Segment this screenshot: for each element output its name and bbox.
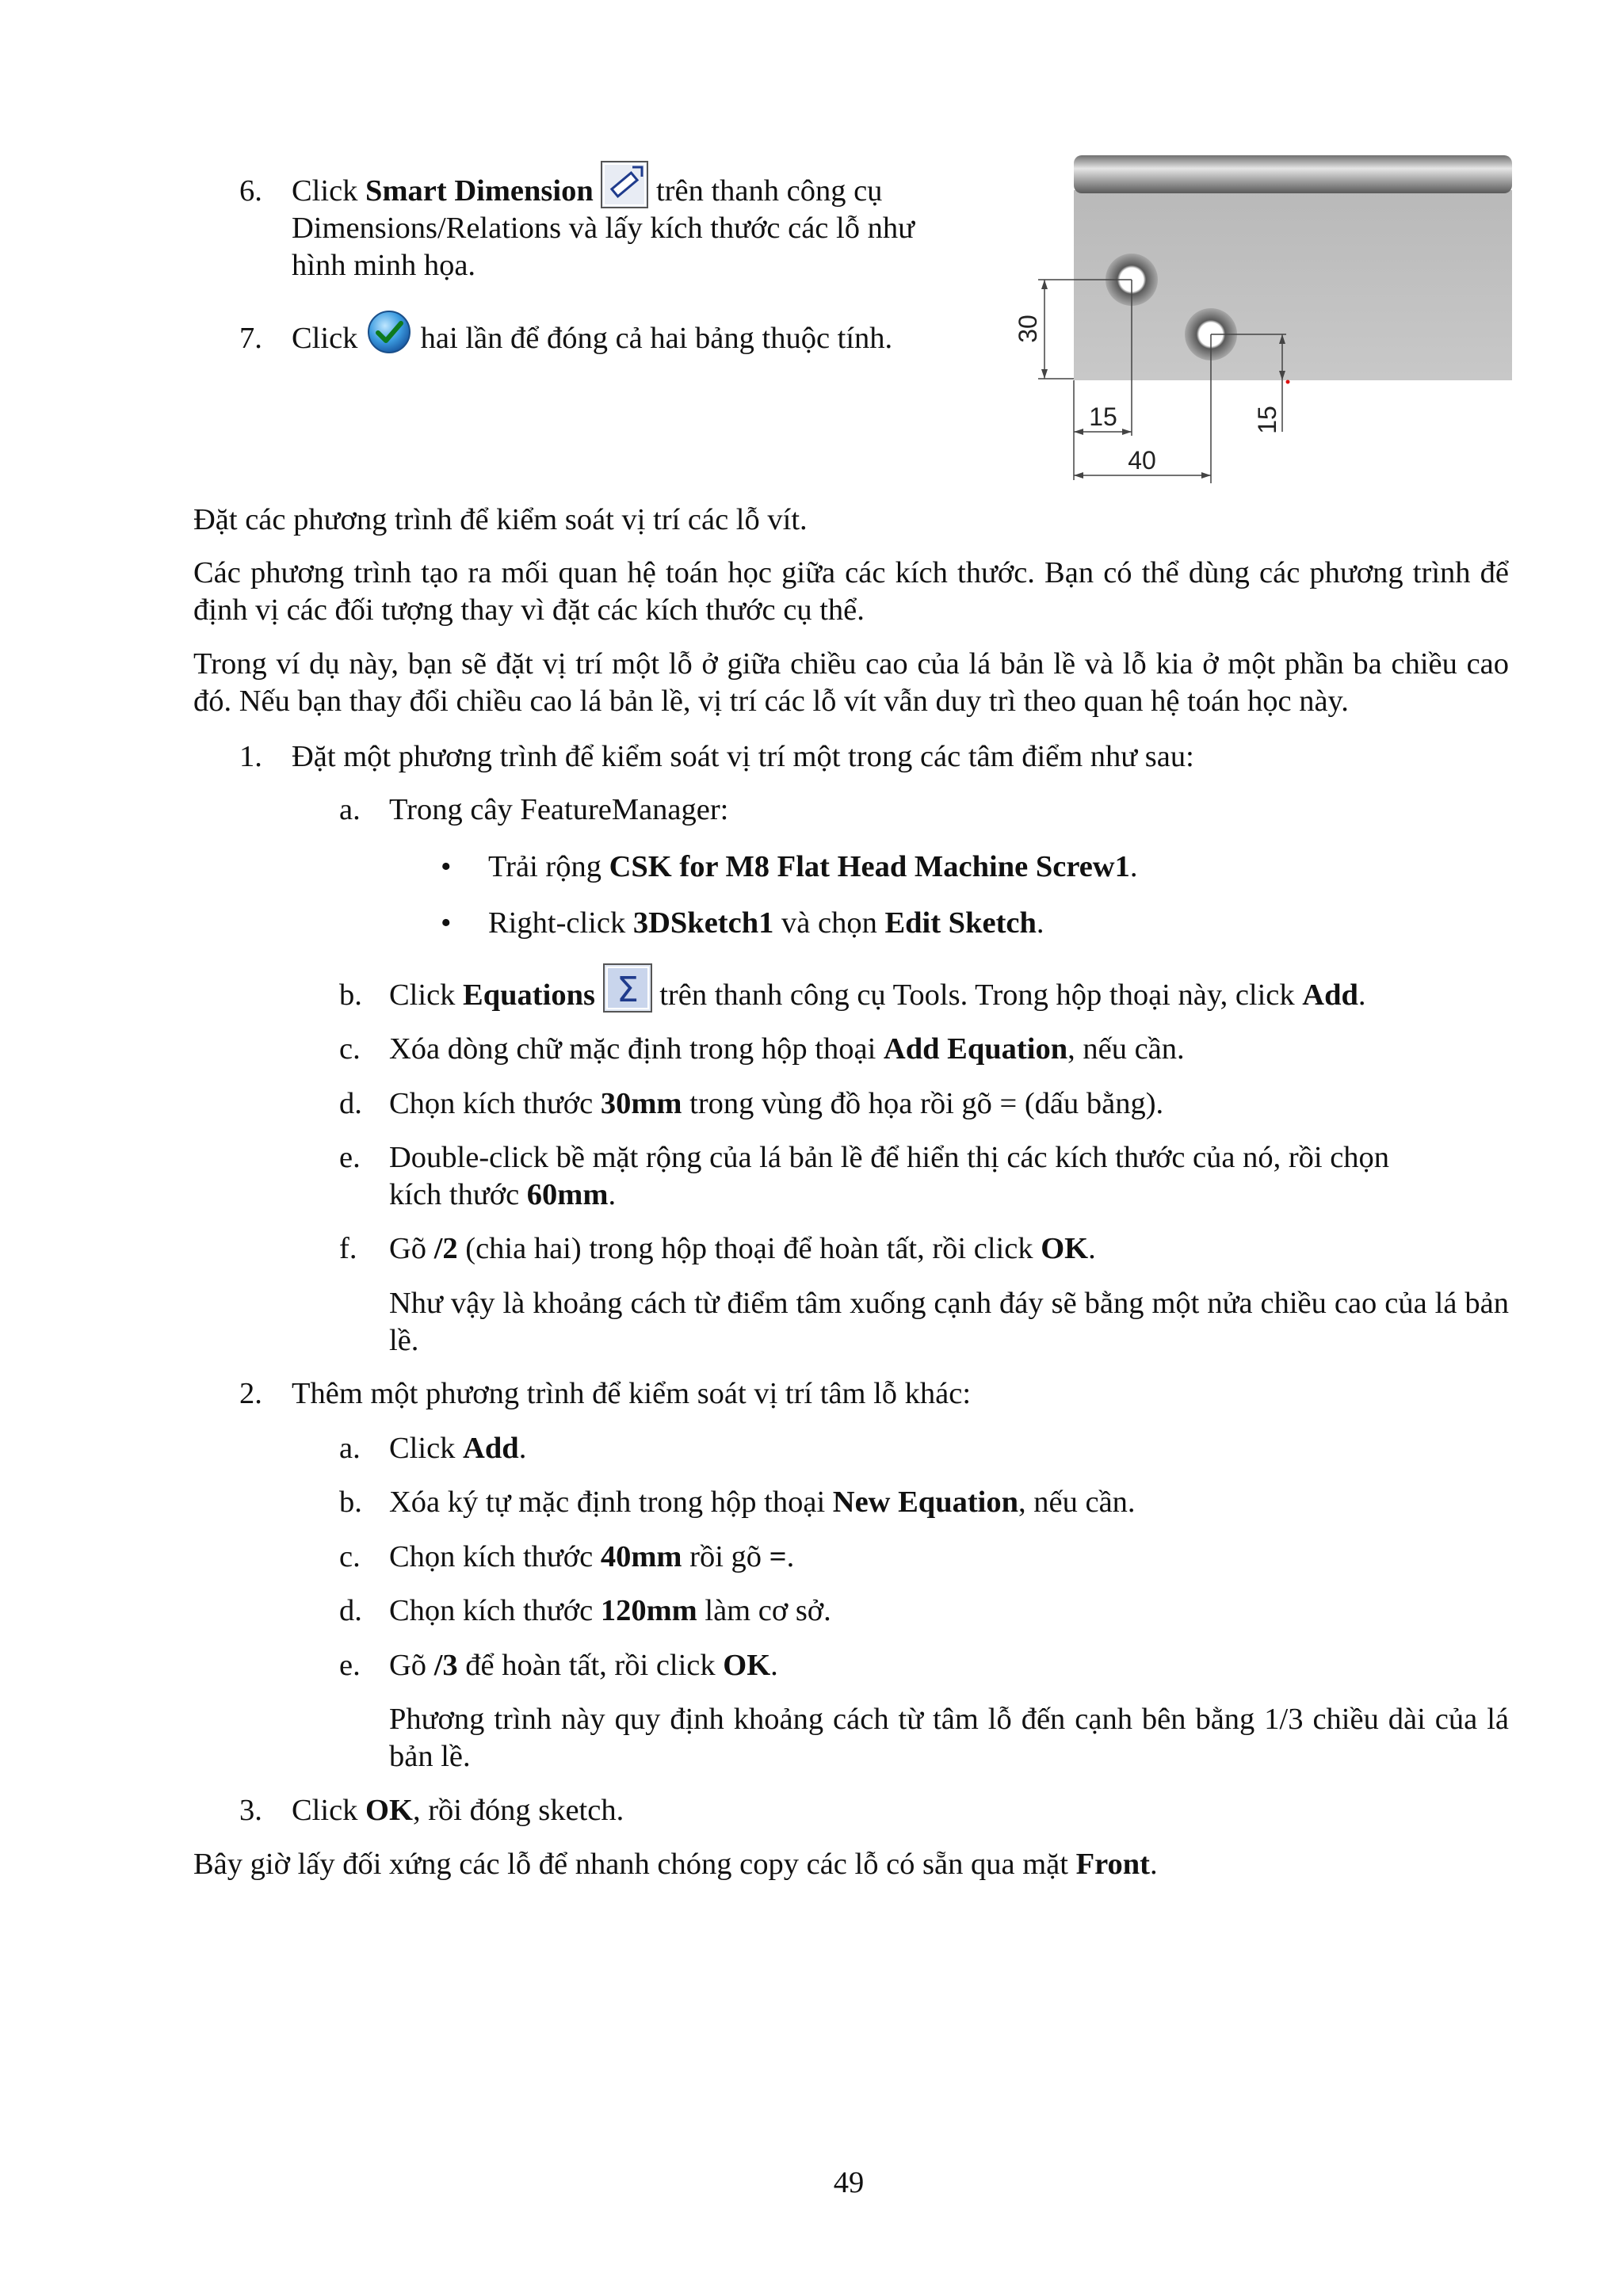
step-1e: Double-click bề mặt rộng của lá bản lề để hiển thị các kích thước của nó, rồi chọn kích thước 60mm.	[389, 1141, 1390, 1211]
hinge-dimension-figure	[1013, 151, 1512, 483]
paragraph: Đặt các phương trình để kiểm soát vị trí các lỗ vít.	[193, 503, 808, 536]
step-2d: Chọn kích thước 120mm làm cơ sở.	[389, 1594, 831, 1627]
dimension-40: 40	[1128, 446, 1156, 475]
step-number: 2.	[239, 1377, 262, 1410]
substep-letter: f.	[339, 1232, 357, 1265]
dimension-15-right: 15	[1253, 406, 1281, 434]
dimension-30: 30	[1014, 315, 1042, 343]
substep-letter: c.	[339, 1540, 361, 1573]
substep-letter: b.	[339, 978, 362, 1012]
step-number: 3.	[239, 1794, 262, 1827]
step-7: Click hai lần để đóng cả hai bảng thuộc tính.	[292, 320, 981, 357]
step-2c: Chọn kích thước 40mm rồi gõ =.	[389, 1540, 795, 1573]
ok-checkmark-icon[interactable]	[365, 308, 413, 356]
dimension-15-left: 15	[1089, 402, 1117, 431]
note: Như vậy là khoảng cách từ điểm tâm xuống cạnh đáy sẽ bằng một nửa chiều cao của lá bản lề.	[389, 1287, 1509, 1357]
smart-dimension-icon[interactable]	[601, 161, 648, 208]
step-2b: Xóa ký tự mặc định trong hộp thoại New Equation, nếu cần.	[389, 1486, 1136, 1519]
substep-letter: c.	[339, 1032, 361, 1066]
step-1a: Trong cây FeatureManager:	[389, 793, 729, 826]
hinge-knuckle	[1074, 155, 1512, 193]
step-1b: Click Equations Σ trên thanh công cụ Tools. Trong hộp thoại này, click Add.	[389, 977, 1514, 1014]
step-1f: Gõ /2 (chia hai) trong hộp thoại để hoàn tất, rồi click OK.	[389, 1232, 1096, 1265]
step-number: 7.	[239, 322, 262, 355]
step-3: Click OK, rồi đóng sketch.	[292, 1794, 624, 1827]
substep-letter: b.	[339, 1486, 362, 1519]
bullet-item: Trải rộng CSK for M8 Flat Head Machine Screw1.	[488, 850, 1138, 883]
step-1d: Chọn kích thước 30mm trong vùng đồ họa rồi gõ = (dấu bằng).	[389, 1087, 1164, 1120]
substep-letter: d.	[339, 1594, 362, 1627]
svg-text:Σ: Σ	[616, 970, 639, 1011]
bullet: •	[441, 906, 452, 940]
step-2a: Click Add.	[389, 1432, 527, 1465]
substep-letter: e.	[339, 1649, 361, 1682]
step-6: Click Smart Dimension trên thanh công cụ Dimensions/Relations và lấy kích thước các lỗ như hình minh họa.	[292, 173, 981, 284]
paragraph: Trong ví dụ này, bạn sẽ đặt vị trí một lỗ ở giữa chiều cao của lá bản lề và lỗ kia ở một phần ba chiều cao đó. Nếu bạn thay đổi chiều cao lá bản lề, vị trí các lỗ vít vẫn duy trì theo quan hệ toán học này.	[193, 647, 1509, 718]
step-2-text: Thêm một phương trình để kiểm soát vị trí tâm lỗ khác:	[292, 1377, 972, 1410]
closing-paragraph: Bây giờ lấy đối xứng các lỗ để nhanh chóng copy các lỗ có sẵn qua mặt Front.	[193, 1848, 1158, 1881]
note: Phương trình này quy định khoảng cách từ tâm lỗ đến cạnh bên bằng 1/3 chiều dài của lá bản lề.	[389, 1703, 1509, 1773]
equations-sigma-icon[interactable]	[603, 963, 652, 1013]
paragraph: Các phương trình tạo ra mối quan hệ toán học giữa các kích thước. Bạn có thể dùng các phương trình để định vị các đối tượng thay vì đặt các kích thước cụ thể.	[193, 556, 1509, 627]
step-1-text: Đặt một phương trình để kiểm soát vị trí một trong các tâm điểm như sau:	[292, 740, 1194, 773]
step-1c: Xóa dòng chữ mặc định trong hộp thoại Add Equation, nếu cần.	[389, 1032, 1185, 1066]
bullet-item: Right-click 3DSketch1 và chọn Edit Sketch.	[488, 906, 1044, 940]
bullet: •	[441, 850, 452, 883]
step-number: 6.	[239, 174, 262, 208]
step-number: 1.	[239, 740, 262, 773]
substep-letter: e.	[339, 1141, 361, 1174]
step-2e: Gõ /3 để hoàn tất, rồi click OK.	[389, 1649, 778, 1682]
page-number: 49	[833, 2166, 865, 2199]
substep-letter: d.	[339, 1087, 362, 1120]
substep-letter: a.	[339, 1432, 361, 1465]
substep-letter: a.	[339, 793, 361, 826]
